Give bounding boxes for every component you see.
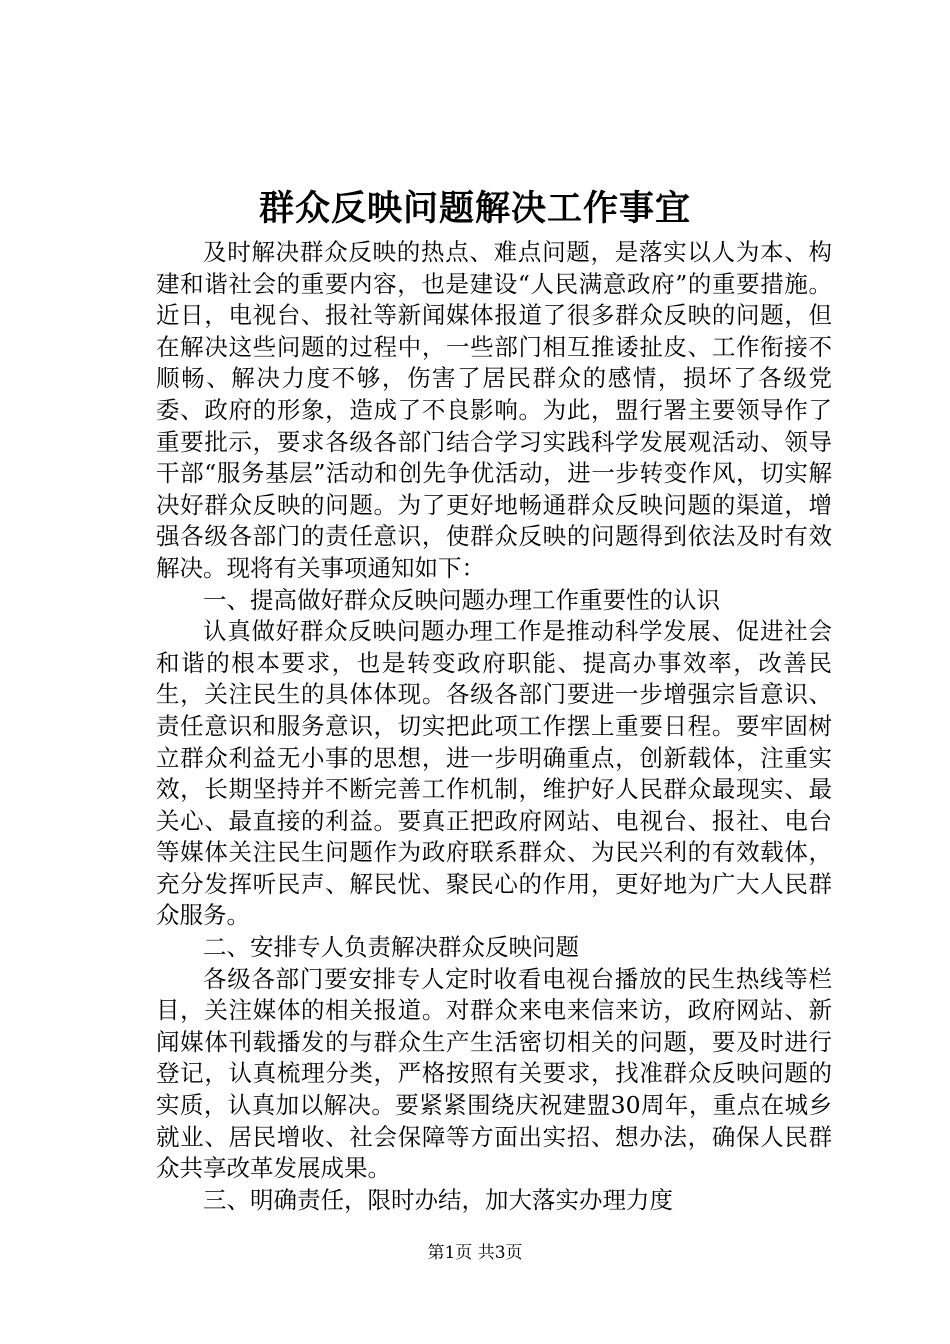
section-paragraph-2: 各级各部门要安排专人定时收看电视台播放的民生热线等栏目，关注媒体的相关报道。对群众来电来信来访，政府网站、新闻媒体刊载播发的与群众生产生活密切相关的问题，要及时进行登记，认真梳理分类，严格按照有关要求，找准群众反映问题的实质，认真加以解决。要紧紧围绕庆祝建盟30周年，重点在城乡就业、居民增收、社会保障等方面出实招、想办法，确保人民群众共享改革发展成果。 <box>156 964 832 1183</box>
document-title: 群众反映问题解决工作事宜 <box>258 188 691 229</box>
section-heading-1: 一、提高做好群众反映问题办理工作重要性的认识 <box>203 585 720 614</box>
page-number-footer: 第1页 共3页 <box>427 1243 523 1263</box>
intro-paragraph: 及时解决群众反映的热点、难点问题，是落实以人为本、构建和谐社会的重要内容，也是建设“人民满意政府”的重要措施。近日，电视台、报社等新闻媒体报道了很多群众反映的问题，但在解决这些问题的过程中，一些部门相互推诿扯皮、工作衔接不顺畅、解决力度不够，伤害了居民群众的感情，损坏了各级党委、政府的形象，造成了不良影响。为此，盟行署主要领导作了重要批示，要求各级各部门结合学习实践科学发展观活动、领导干部“服务基层”活动和创先争优活动，进一步转变作风，切实解决好群众反映的问题。为了更好地畅通群众反映问题的渠道，增强各级各部门的责任意识，使群众反映的问题得到依法及时有效解决。现将有关事项通知如下： <box>156 238 832 582</box>
section-paragraph-1: 认真做好群众反映问题办理工作是推动科学发展、促进社会和谐的根本要求，也是转变政府职能、提高办事效率，改善民生，关注民生的具体体现。各级各部门要进一步增强宗旨意识、责任意识和服务意识，切实把此项工作摆上重要日程。要牢固树立群众利益无小事的思想，进一步明确重点，创新载体，注重实效，长期坚持并不断完善工作机制，维护好人民群众最现实、最关心、最直接的利益。要真正把政府网站、电视台、报社、电台等媒体关注民生问题作为政府联系群众、为民兴利的有效载体，充分发挥听民声、解民忧、聚民心的作用，更好地为广大人民群众服务。 <box>156 617 832 930</box>
section-heading-2: 二、安排专人负责解决群众反映问题 <box>203 933 579 962</box>
section-heading-3: 三、明确责任，限时办结，加大落实办理力度 <box>203 1185 673 1214</box>
document-body <box>156 237 832 1216</box>
